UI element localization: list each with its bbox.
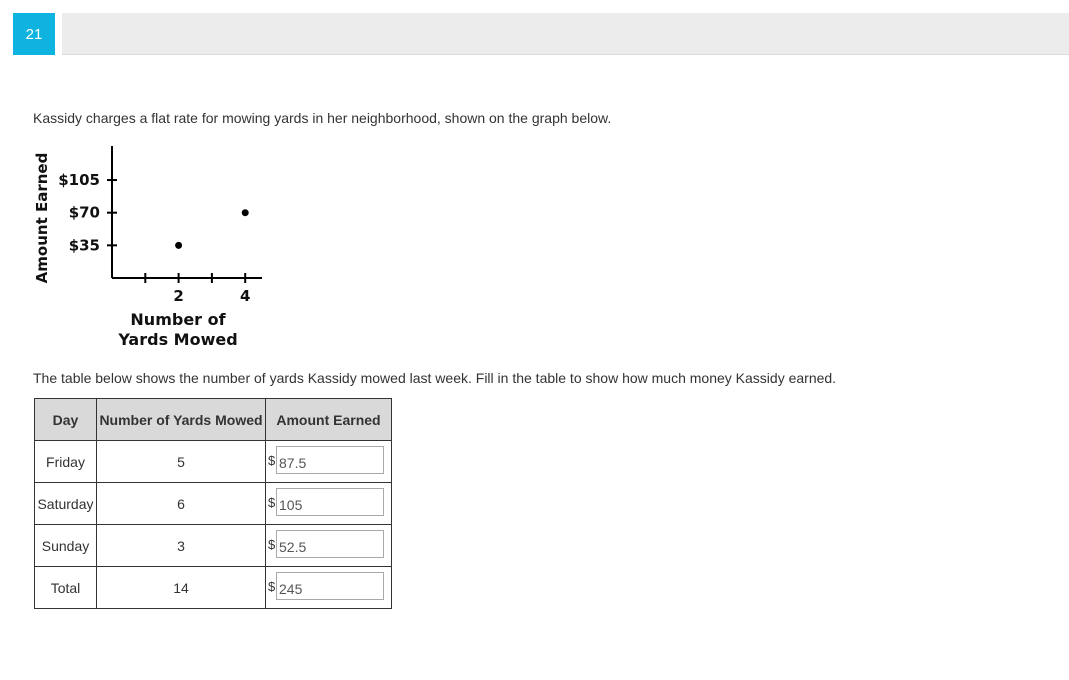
amount-earned-input[interactable] <box>276 446 384 474</box>
question-header <box>0 0 1069 60</box>
question-header-bar <box>62 13 1069 55</box>
cell-yards-mowed: 3 <box>97 525 266 567</box>
currency-symbol: $ <box>268 537 276 552</box>
x-axis-label: Number of <box>130 310 226 329</box>
y-tick-label: $70 <box>68 203 100 222</box>
y-axis-label: Amount Earned <box>33 152 51 284</box>
earnings-table <box>34 398 392 609</box>
y-tick-label: $105 <box>58 171 100 190</box>
currency-symbol: $ <box>268 453 276 468</box>
table-row <box>35 525 392 567</box>
header-day: Day <box>35 399 97 441</box>
amount-earned-input[interactable] <box>276 572 384 600</box>
table-row <box>35 483 392 525</box>
header-yards-mowed: Number of Yards Mowed <box>97 399 266 441</box>
amount-earned-input[interactable] <box>276 488 384 516</box>
question-prompt: Kassidy charges a flat rate for mowing yards in her neighborhood, shown on the graph below. <box>33 110 612 126</box>
table-row <box>35 441 392 483</box>
table-row <box>35 567 392 609</box>
cell-yards-mowed: 14 <box>97 567 266 609</box>
cell-yards-mowed: 6 <box>97 483 266 525</box>
cell-amount-earned <box>266 441 392 483</box>
cell-amount-earned <box>266 525 392 567</box>
cell-day: Friday <box>35 441 97 483</box>
earnings-graph <box>30 140 270 355</box>
earnings-scatter-plot <box>30 140 270 355</box>
cell-amount-earned <box>266 483 392 525</box>
cell-amount-earned <box>266 567 392 609</box>
header-amount-earned: Amount Earned <box>266 399 392 441</box>
currency-symbol: $ <box>268 579 276 594</box>
x-tick-label: 4 <box>239 287 251 305</box>
cell-yards-mowed: 5 <box>97 441 266 483</box>
table-header-row <box>35 399 392 441</box>
y-tick-label: $35 <box>68 236 100 255</box>
amount-earned-input[interactable] <box>276 530 384 558</box>
question-number-badge: 21 <box>13 13 55 55</box>
cell-day: Sunday <box>35 525 97 567</box>
currency-symbol: $ <box>268 495 276 510</box>
x-tick-label: 2 <box>173 287 184 305</box>
x-axis-label: Yards Mowed <box>118 330 238 349</box>
cell-day: Saturday <box>35 483 97 525</box>
data-point <box>242 209 249 216</box>
cell-day: Total <box>35 567 97 609</box>
data-point <box>175 242 182 249</box>
table-instruction: The table below shows the number of yards Kassidy mowed last week. Fill in the table to show how much money Kassidy earned. <box>33 370 837 386</box>
